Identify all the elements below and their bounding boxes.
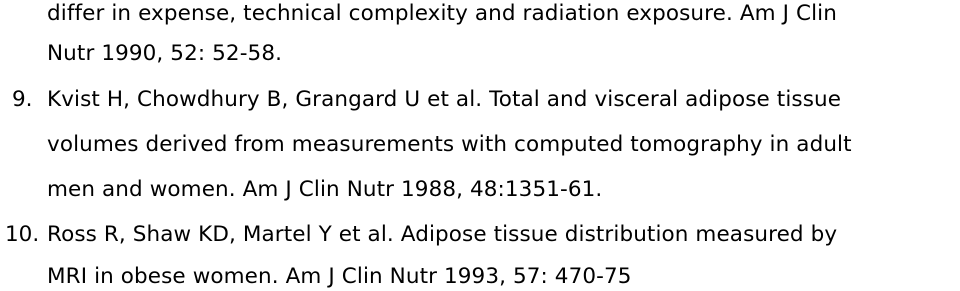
reference-number: 9. [12, 87, 33, 112]
reference-text-line: Kvist H, Chowdhury B, Grangard U et al. Total and visceral adipose tissue [47, 87, 842, 112]
reference-text-line: MRI in obese women. Am J Clin Nutr 1993, 57: 470-75 [47, 264, 632, 289]
reference-text-line: volumes derived from measurements with computed tomography in adult [47, 132, 852, 157]
reference-text-line: differ in expense, technical complexity and radiation exposure. Am J Clin [47, 1, 837, 26]
reference-text-line: men and women. Am J Clin Nutr 1988, 48:1351-61. [47, 177, 603, 202]
reference-text-line: Ross R, Shaw KD, Martel Y et al. Adipose tissue distribution measured by [47, 222, 838, 247]
reference-text-line: Nutr 1990, 52: 52-58. [47, 41, 283, 66]
reference-number: 10. [5, 222, 40, 247]
